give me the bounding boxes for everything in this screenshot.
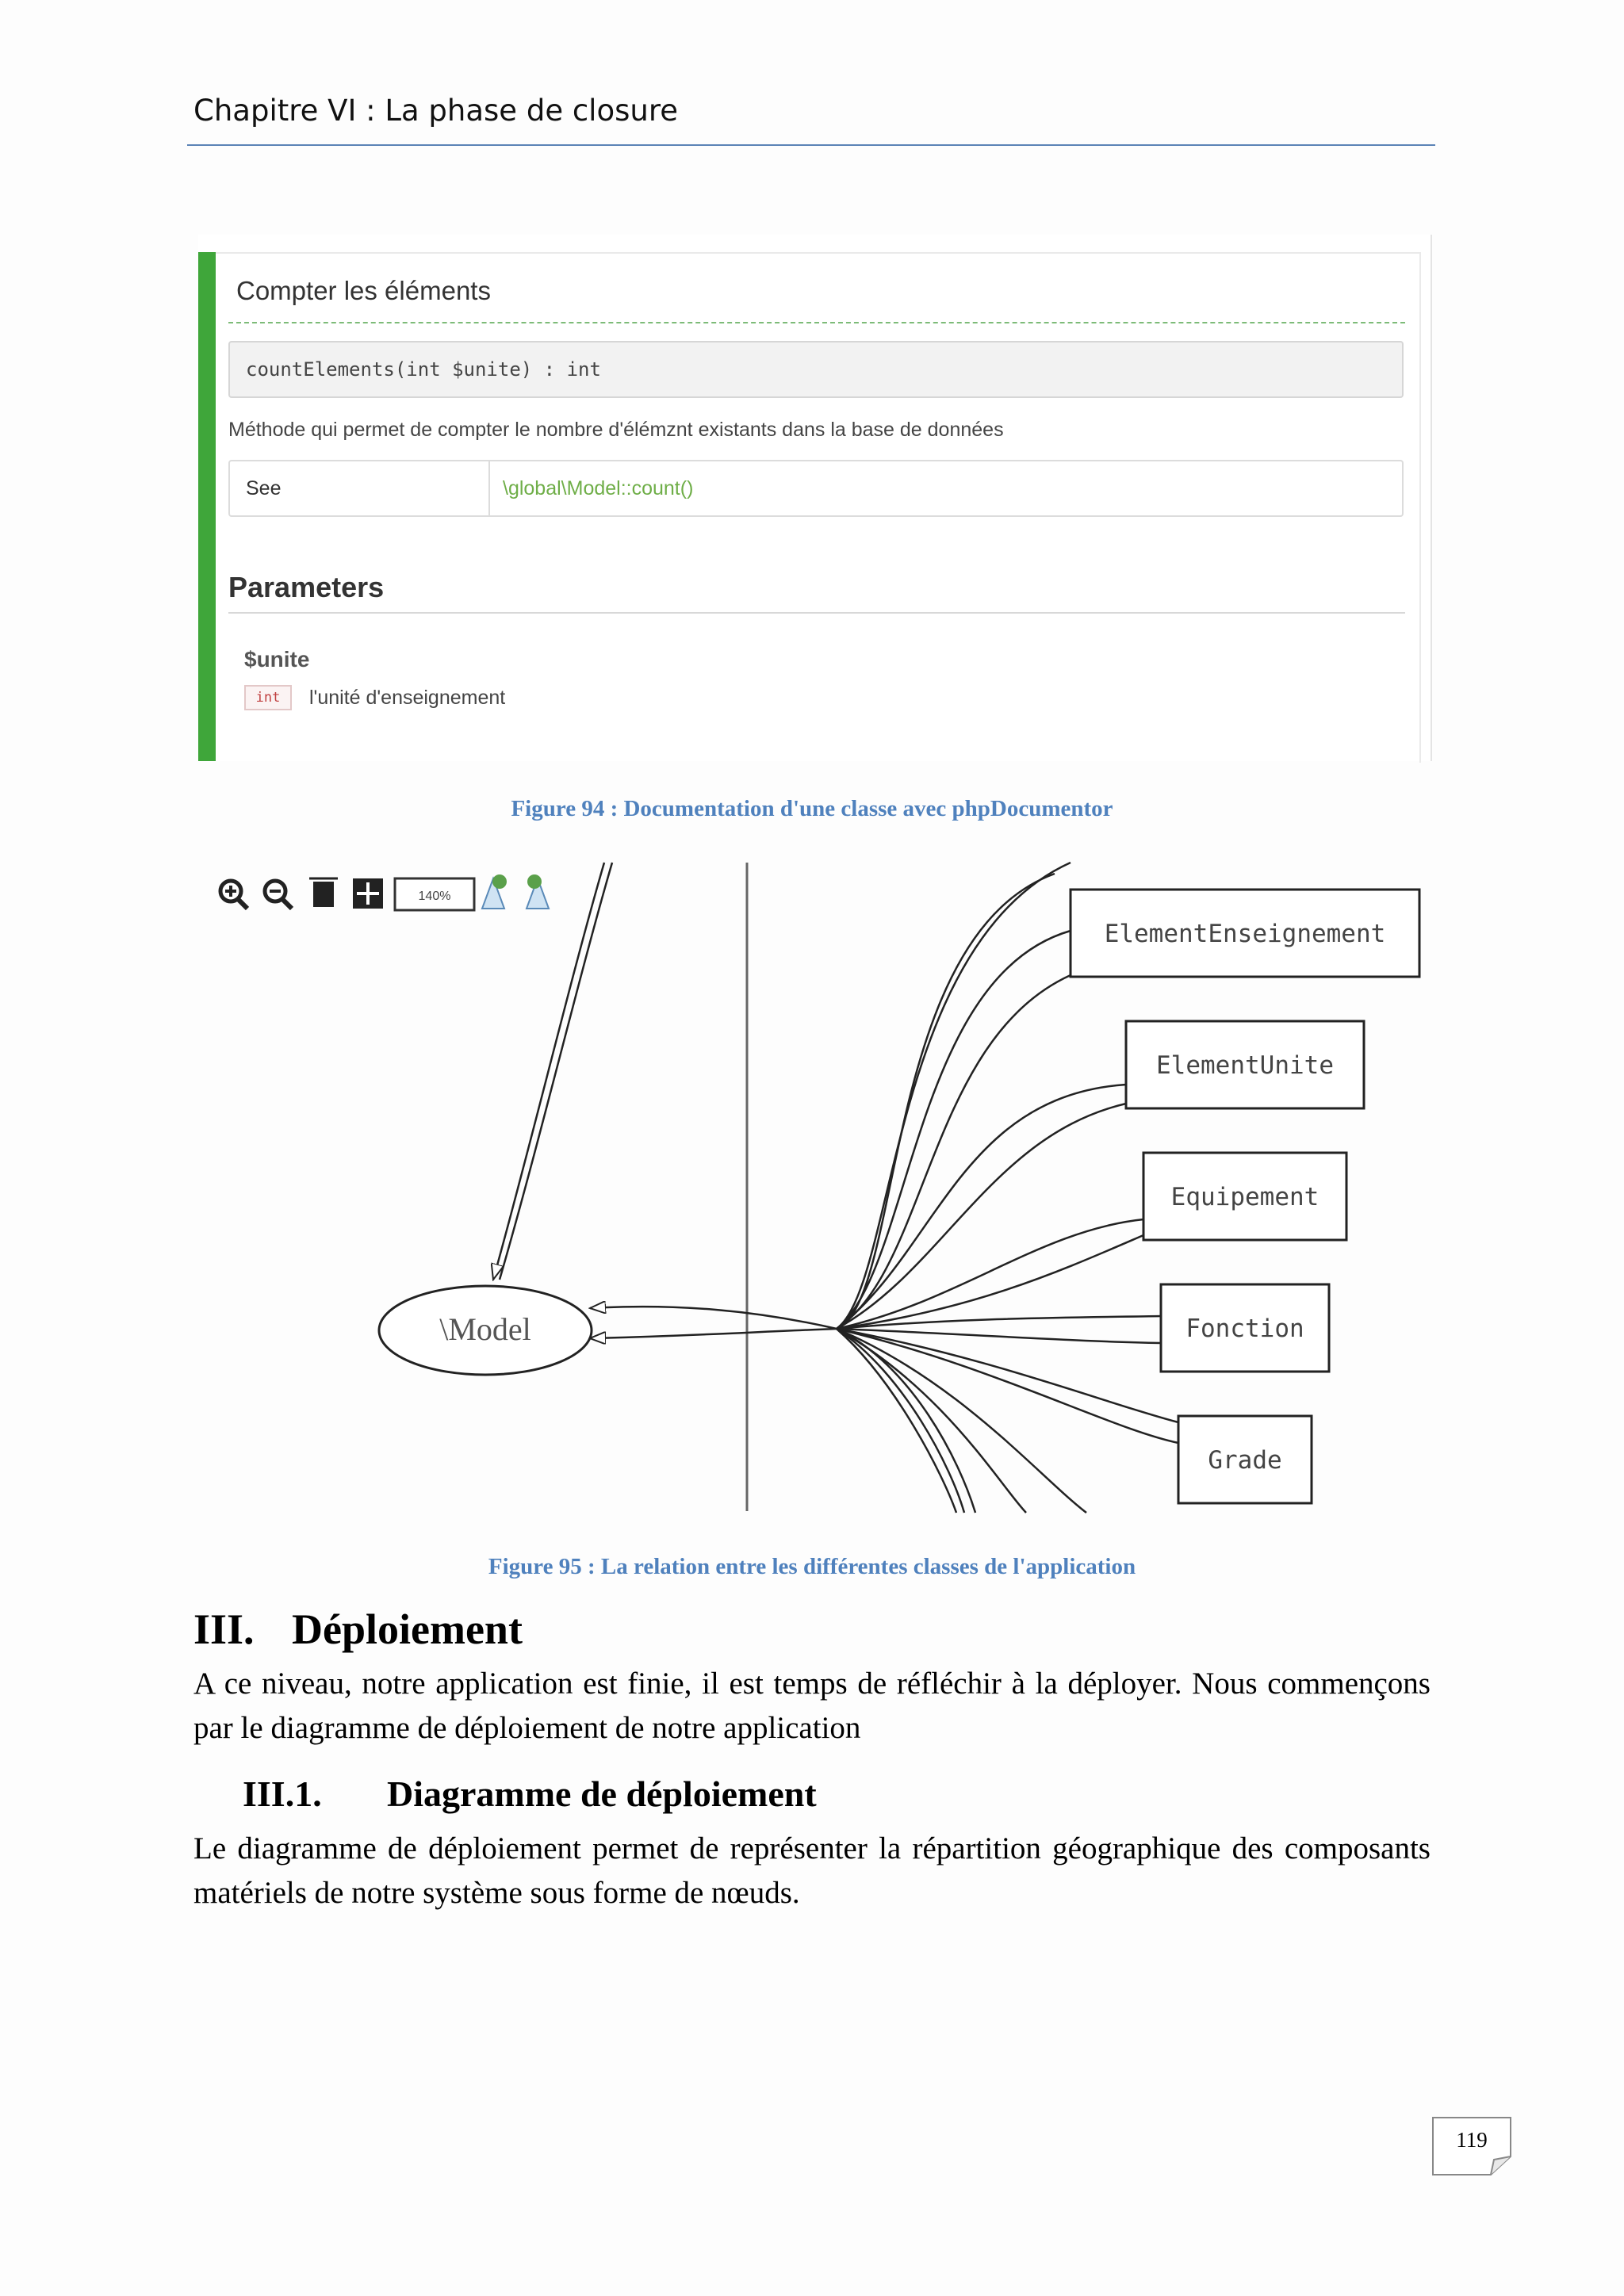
parameters-heading: Parameters [228,571,385,603]
node-label: Fonction [1185,1314,1304,1343]
phpdoc-screenshot [198,235,1432,761]
panel-edge [1431,235,1432,761]
method-description: Méthode qui permet de compter le nombre d'élémznt existants dans la base de données [228,419,1004,441]
node-equipement [1143,1153,1346,1240]
section-number: III. [193,1605,255,1653]
section-3-1-paragraph: Le diagramme de déploiement permet de représenter la répartition géographique des composants matériels de notre système sous forme de nœuds. [193,1831,1431,1910]
node-grade [1178,1416,1312,1503]
figure-94-caption: Figure 94 : Documentation d'une classe avec phpDocumentor [511,796,1113,821]
zoom-in-icon[interactable] [220,881,247,909]
parameters-rule [228,612,1405,614]
method-title: Compter les éléments [236,276,491,305]
top-edges [493,863,612,1280]
param-description: l'unité d'enseignement [309,687,506,709]
view-layout-icon[interactable] [527,874,549,909]
model-edges [590,1307,837,1338]
see-link[interactable]: \global\Model::count() [503,477,694,499]
node-fonction [1161,1284,1329,1372]
node-label: Equipement [1170,1183,1320,1211]
model-label: \Model [439,1311,531,1347]
figure-95-caption: Figure 95 : La relation entre les différentes classes de l'application [488,1554,1136,1579]
zoom-level-text: 140% [418,890,451,903]
page-number: 119 [1456,2128,1488,2152]
subsection-heading-3-1 [243,1773,817,1815]
dashed-divider [228,322,1405,323]
model-node [379,1286,592,1375]
see-table [228,460,1404,517]
see-divider [488,461,490,515]
green-accent-bar [198,252,216,761]
subsection-title: Diagramme de déploiement [387,1774,817,1814]
fit-page-icon[interactable] [353,878,383,909]
subsection-number: III.1. [243,1774,322,1814]
param-name: $unite [244,647,310,672]
param-type-badge: int [244,685,292,710]
section-3-paragraph: A ce niveau, notre application est finie, il est temps de réfléchir à la déployer. Nous commençons par le diagramme de déploiement de notre application [193,1667,1431,1745]
class-relation-graph [198,858,1435,1516]
node-element-enseignement [1071,890,1419,977]
section-title: Déploiement [292,1605,523,1653]
fit-width-icon[interactable] [309,878,338,907]
zoom-out-icon[interactable] [265,881,292,909]
see-label: See [246,477,282,499]
method-signature: countElements(int $unite) : int [228,341,1404,398]
node-label: ElementUnite [1156,1051,1334,1080]
zoom-level-box[interactable] [395,878,474,910]
view-tree-icon[interactable] [482,874,507,909]
node-label: ElementEnseignement [1104,920,1386,948]
node-element-unite [1126,1021,1364,1108]
header-rule [187,144,1435,146]
section-heading-3 [193,1605,523,1654]
node-label: Grade [1208,1446,1282,1475]
chapter-header: Chapitre VI : La phase de closure [193,94,678,128]
